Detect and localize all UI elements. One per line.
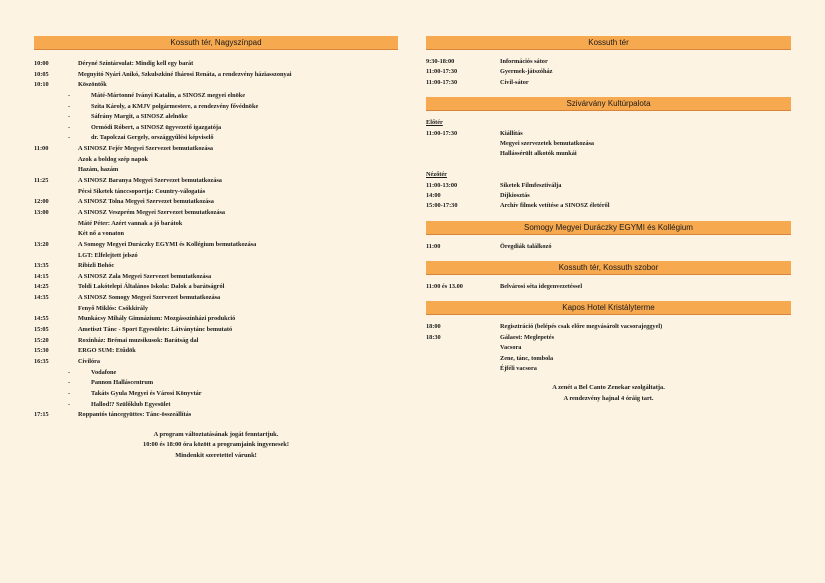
program-row (34, 304, 398, 315)
section-header: Kossuth tér, Kossuth szobor (426, 261, 791, 275)
program-text: Gyermek-játszóház (500, 68, 553, 76)
program-time: 10:10 (34, 81, 49, 89)
program-row (34, 176, 398, 187)
program-text: A SINOSZ Tolna Megyei Szervezet bemutatkozása (78, 198, 214, 206)
program-text: Toldi Lakótelepi Általános Iskola: Dalok a barátságról (78, 283, 225, 291)
program-text: Éjféli vacsora (500, 365, 537, 373)
program-row (426, 139, 791, 149)
program-text: A SINOSZ Veszprém Megyei Szervezet bemutatkozása (78, 208, 226, 216)
program-text: Belvárosi séta idegenvezetéssel (500, 283, 583, 291)
program-row (34, 133, 398, 144)
section-header: Kossuth tér (426, 36, 791, 50)
program-text: Információs sátor (500, 58, 548, 65)
program-text: Regisztráció (belépés csak előre megvásárolt vacsorajeggyel) (500, 323, 663, 331)
program-text: Roppantós táncegyüttes: Tánc-összeállítás (78, 411, 192, 419)
right-column (426, 36, 791, 404)
program-time (34, 389, 68, 400)
program-time: 18:30 (426, 333, 441, 341)
program-text: Pannon Halláscentrum (91, 379, 154, 387)
program-time: 11:00-17:30 (426, 129, 458, 137)
program-time: 10:05 (34, 70, 49, 78)
section-header: Somogy Megyei Duráczky EGYMI és Kollégium (426, 221, 791, 235)
program-time (426, 149, 500, 159)
program-row (34, 70, 398, 81)
program-row (426, 191, 791, 201)
program-row (426, 354, 791, 364)
program-row (34, 187, 398, 198)
program-text: Díjkiosztás (500, 191, 530, 199)
program-row (34, 325, 398, 336)
program-text: Pécsi Siketek tánccsoportja: Country-válogatás (78, 187, 206, 195)
bullet-dash (68, 176, 78, 187)
section-program-list (426, 282, 791, 292)
program-time (426, 160, 500, 170)
program-row (34, 282, 398, 293)
program-time (34, 155, 68, 166)
program-text: Hallássérült alkotók munkái (500, 150, 577, 158)
bullet-dash: - (68, 134, 71, 142)
program-time: 9:30-18:00 (426, 58, 455, 65)
program-text: Két nő a vonaton (78, 230, 125, 238)
program-text: Ormódi Róbert, a SINOSZ ügyvezető igazgatója (91, 123, 222, 131)
program-row (34, 91, 398, 102)
program-row (426, 78, 791, 88)
bullet-dash (68, 282, 78, 293)
program-time (34, 165, 68, 176)
bullet-dash: - (68, 91, 71, 99)
program-row (426, 67, 791, 77)
bullet-dash (68, 293, 78, 304)
program-row (426, 282, 791, 292)
program-text: Roxinház: Brémai muzsikusok: Barátság dal (78, 336, 199, 344)
program-text: Takáts Gyula Megyei és Városi Könyvtár (91, 389, 202, 397)
bullet-dash (68, 144, 78, 155)
program-row (34, 357, 398, 368)
program-row (34, 123, 398, 134)
program-row (34, 368, 398, 379)
program-text: Vodafone (91, 368, 117, 376)
program-row (34, 229, 398, 240)
program-time (34, 112, 68, 123)
bullet-dash: - (68, 368, 71, 376)
bullet-dash (68, 165, 78, 176)
program-row (34, 59, 398, 70)
program-time: 11:00-17:30 (426, 78, 458, 86)
bullet-dash (68, 208, 78, 219)
program-time (34, 400, 68, 411)
program-time (34, 304, 68, 315)
program-text: Azok a boldog szép napok (78, 155, 148, 163)
bullet-dash (68, 304, 78, 315)
program-time: 15:30 (34, 347, 49, 355)
program-time (34, 123, 68, 134)
venue-sublabel: Előtér (426, 119, 443, 127)
bullet-dash (68, 197, 78, 208)
program-text: A Somogy Megyei Duráczky EGYMI és Kollégium bemutatkozása (78, 240, 257, 248)
program-time: 18:00 (426, 323, 441, 331)
section-program-list (426, 322, 791, 374)
program-row (426, 201, 791, 211)
program-row (34, 314, 398, 325)
footer-note: A program változtatásának jogát fenntartjuk. (153, 430, 279, 438)
program-text: Szita Károly, a KMJV polgármestere, a rendezvény fővédnöke (91, 102, 259, 110)
program-time (426, 139, 500, 149)
program-time (34, 102, 68, 113)
program-time: 15:05 (34, 326, 49, 334)
program-time (34, 187, 68, 198)
program-text: Megyei szervezetek bemutatkozása (500, 139, 595, 147)
program-row (34, 251, 398, 262)
program-row (426, 181, 791, 191)
program-text: Archív filmek vetítése a SINOSZ életéről (500, 202, 610, 210)
program-time (426, 343, 500, 353)
program-row (426, 118, 791, 128)
bullet-dash (68, 219, 78, 230)
venue-sublabel: Nézőtér (426, 171, 447, 179)
program-time (34, 133, 68, 144)
program-text: Hazám, hazám (78, 166, 119, 174)
footer-note: Mindenkit szeretettel várunk! (175, 451, 257, 459)
program-row (34, 272, 398, 283)
program-row (426, 149, 791, 159)
program-time: 14:35 (34, 294, 49, 302)
bullet-dash (68, 80, 78, 91)
program-text: Gálaest: Meglepetés (500, 333, 555, 341)
program-row (34, 102, 398, 113)
program-time: 14:55 (34, 315, 49, 323)
program-text: Ribizli Bohóc (78, 262, 115, 270)
program-row (34, 378, 398, 389)
footer-note: 10:00 és 18:00 óra között a programjaink ingyenesek! (143, 441, 289, 449)
program-time (426, 354, 500, 364)
section-header: Szivárvány Kultúrpalota (426, 97, 791, 111)
program-text: ERGO SUM: Etűdök (78, 347, 136, 355)
program-row (426, 170, 791, 180)
program-time (426, 364, 500, 374)
program-text: Fenyő Miklós: Csókkirály (78, 304, 148, 312)
program-time: 11:00 és 13.00 (426, 283, 463, 291)
program-row (34, 112, 398, 123)
program-row (34, 165, 398, 176)
program-time: 11:00 (34, 145, 49, 153)
bullet-dash: - (68, 400, 71, 408)
program-text (500, 160, 791, 170)
program-text: Köszöntők (78, 81, 107, 89)
program-time: 17:15 (34, 411, 49, 419)
program-time: 11:00 (426, 242, 441, 250)
program-time: 12:00 (34, 198, 49, 206)
program-row (34, 208, 398, 219)
program-row (34, 293, 398, 304)
program-text: Siketek Filmfesztiválja (500, 181, 562, 189)
program-time (34, 219, 68, 230)
program-time: 13:00 (34, 208, 49, 216)
bullet-dash (68, 59, 78, 70)
bullet-dash (68, 314, 78, 325)
program-time: 14:00 (426, 191, 441, 199)
bullet-dash (68, 187, 78, 198)
program-row (34, 144, 398, 155)
program-text: Öregdiák találkozó (500, 242, 552, 250)
bullet-dash (68, 410, 78, 421)
bullet-dash (68, 251, 78, 262)
program-row (426, 322, 791, 332)
program-row (426, 160, 791, 170)
program-row (34, 261, 398, 272)
program-text: LGT: Elfelejtett jelszó (78, 251, 138, 259)
program-text: A SINOSZ Zala Megyei Szervezet bemutatkozása (78, 272, 212, 280)
bullet-dash: - (68, 123, 71, 131)
program-row (34, 389, 398, 400)
bullet-dash (68, 240, 78, 251)
program-text: Sáfrány Margit, a SINOSZ alelnöke (91, 113, 188, 121)
program-row (34, 410, 398, 421)
program-text: Vacsora (500, 344, 522, 352)
bullet-dash: - (68, 379, 71, 387)
program-text: Megnyitó Nyári Anikó, Szkulszkiné Ihárosi Renáta, a rendezvény háziasszonyai (78, 70, 292, 78)
program-text: Máté-Mártonné Iványi Katalin, a SINOSZ megyei elnöke (91, 91, 246, 99)
program-time: 13:35 (34, 262, 49, 270)
program-text: Zene, tánc, tombola (500, 354, 554, 362)
program-time: 14:25 (34, 283, 49, 291)
footer-notes (34, 430, 398, 462)
footer-note: A rendezvény hajnal 4 óráig tart. (563, 394, 654, 402)
bullet-dash (68, 155, 78, 166)
program-time (34, 229, 68, 240)
bullet-dash (68, 336, 78, 347)
bullet-dash: - (68, 113, 71, 121)
program-text: Munkácsy Mihály Gimnázium: Mozgásszínházi produkció (78, 315, 236, 323)
program-row (34, 346, 398, 357)
program-text: A SINOSZ Fejér Megyei Szervezet bemutatkozása (78, 145, 214, 153)
bullet-dash (68, 325, 78, 336)
program-time: 13:20 (34, 240, 49, 248)
footer-note: A zenét a Bel Canto Zenekar szolgáltatja. (552, 384, 665, 392)
program-time: 11:00-17:30 (426, 68, 458, 76)
bullet-dash (68, 346, 78, 357)
program-row (426, 242, 791, 252)
program-text: Hallod!? Szülőklub Egyesület (91, 400, 171, 408)
program-row (426, 343, 791, 353)
bullet-dash (68, 70, 78, 81)
program-text: A SINOSZ Baranya Megyei Szervezet bemutatkozása (78, 177, 222, 185)
footer-notes (426, 383, 791, 404)
program-row (34, 336, 398, 347)
program-time (34, 368, 68, 379)
program-time: 11:00-13:00 (426, 181, 458, 189)
program-text: Máté Péter: Azért vannak a jó barátok (78, 219, 183, 227)
program-row (426, 57, 791, 67)
program-text: Civilóra (78, 357, 101, 365)
program-time: 16:35 (34, 357, 49, 365)
left-column (34, 36, 398, 461)
section-header: Kapos Hotel Kristályterme (426, 301, 791, 315)
program-time (34, 91, 68, 102)
section-program-list (426, 57, 791, 88)
bullet-dash (68, 261, 78, 272)
program-row (34, 240, 398, 251)
program-row (34, 219, 398, 230)
program-text: dr. Tapolczai Gergely, országgyűlési képviselő (91, 134, 214, 142)
program-time: 15:20 (34, 336, 49, 344)
section-program-list (426, 242, 791, 252)
program-row (34, 400, 398, 411)
program-list-nagyszinpad (34, 59, 398, 421)
bullet-dash: - (68, 102, 71, 110)
program-time (34, 251, 68, 262)
program-row (34, 155, 398, 166)
bullet-dash (68, 229, 78, 240)
section-header-nagyszinpad: Kossuth tér, Nagyszínpad (34, 36, 398, 50)
program-row (426, 129, 791, 139)
section-program-list (426, 118, 791, 212)
program-time: 11:25 (34, 177, 49, 185)
program-time: 10:00 (34, 60, 49, 67)
program-text: Kiállítás (500, 129, 523, 137)
program-row (426, 364, 791, 374)
program-time (34, 378, 68, 389)
program-text: Civil-sátor (500, 78, 529, 86)
bullet-dash (68, 357, 78, 368)
program-time: 15:00-17:30 (426, 202, 458, 210)
program-row (426, 333, 791, 343)
program-row (34, 80, 398, 91)
bullet-dash (68, 272, 78, 283)
program-text: A SINOSZ Somogy Megyei Szervezet bemutatkozása (78, 294, 221, 302)
program-text: Déryné Színtársulat: Mindig kell egy barát (78, 60, 194, 67)
program-time: 14:15 (34, 272, 49, 280)
program-row (34, 197, 398, 208)
program-text: Ametiszt Tánc - Sport Egyesülete: Látványtánc bemutató (78, 326, 233, 334)
bullet-dash: - (68, 389, 71, 397)
